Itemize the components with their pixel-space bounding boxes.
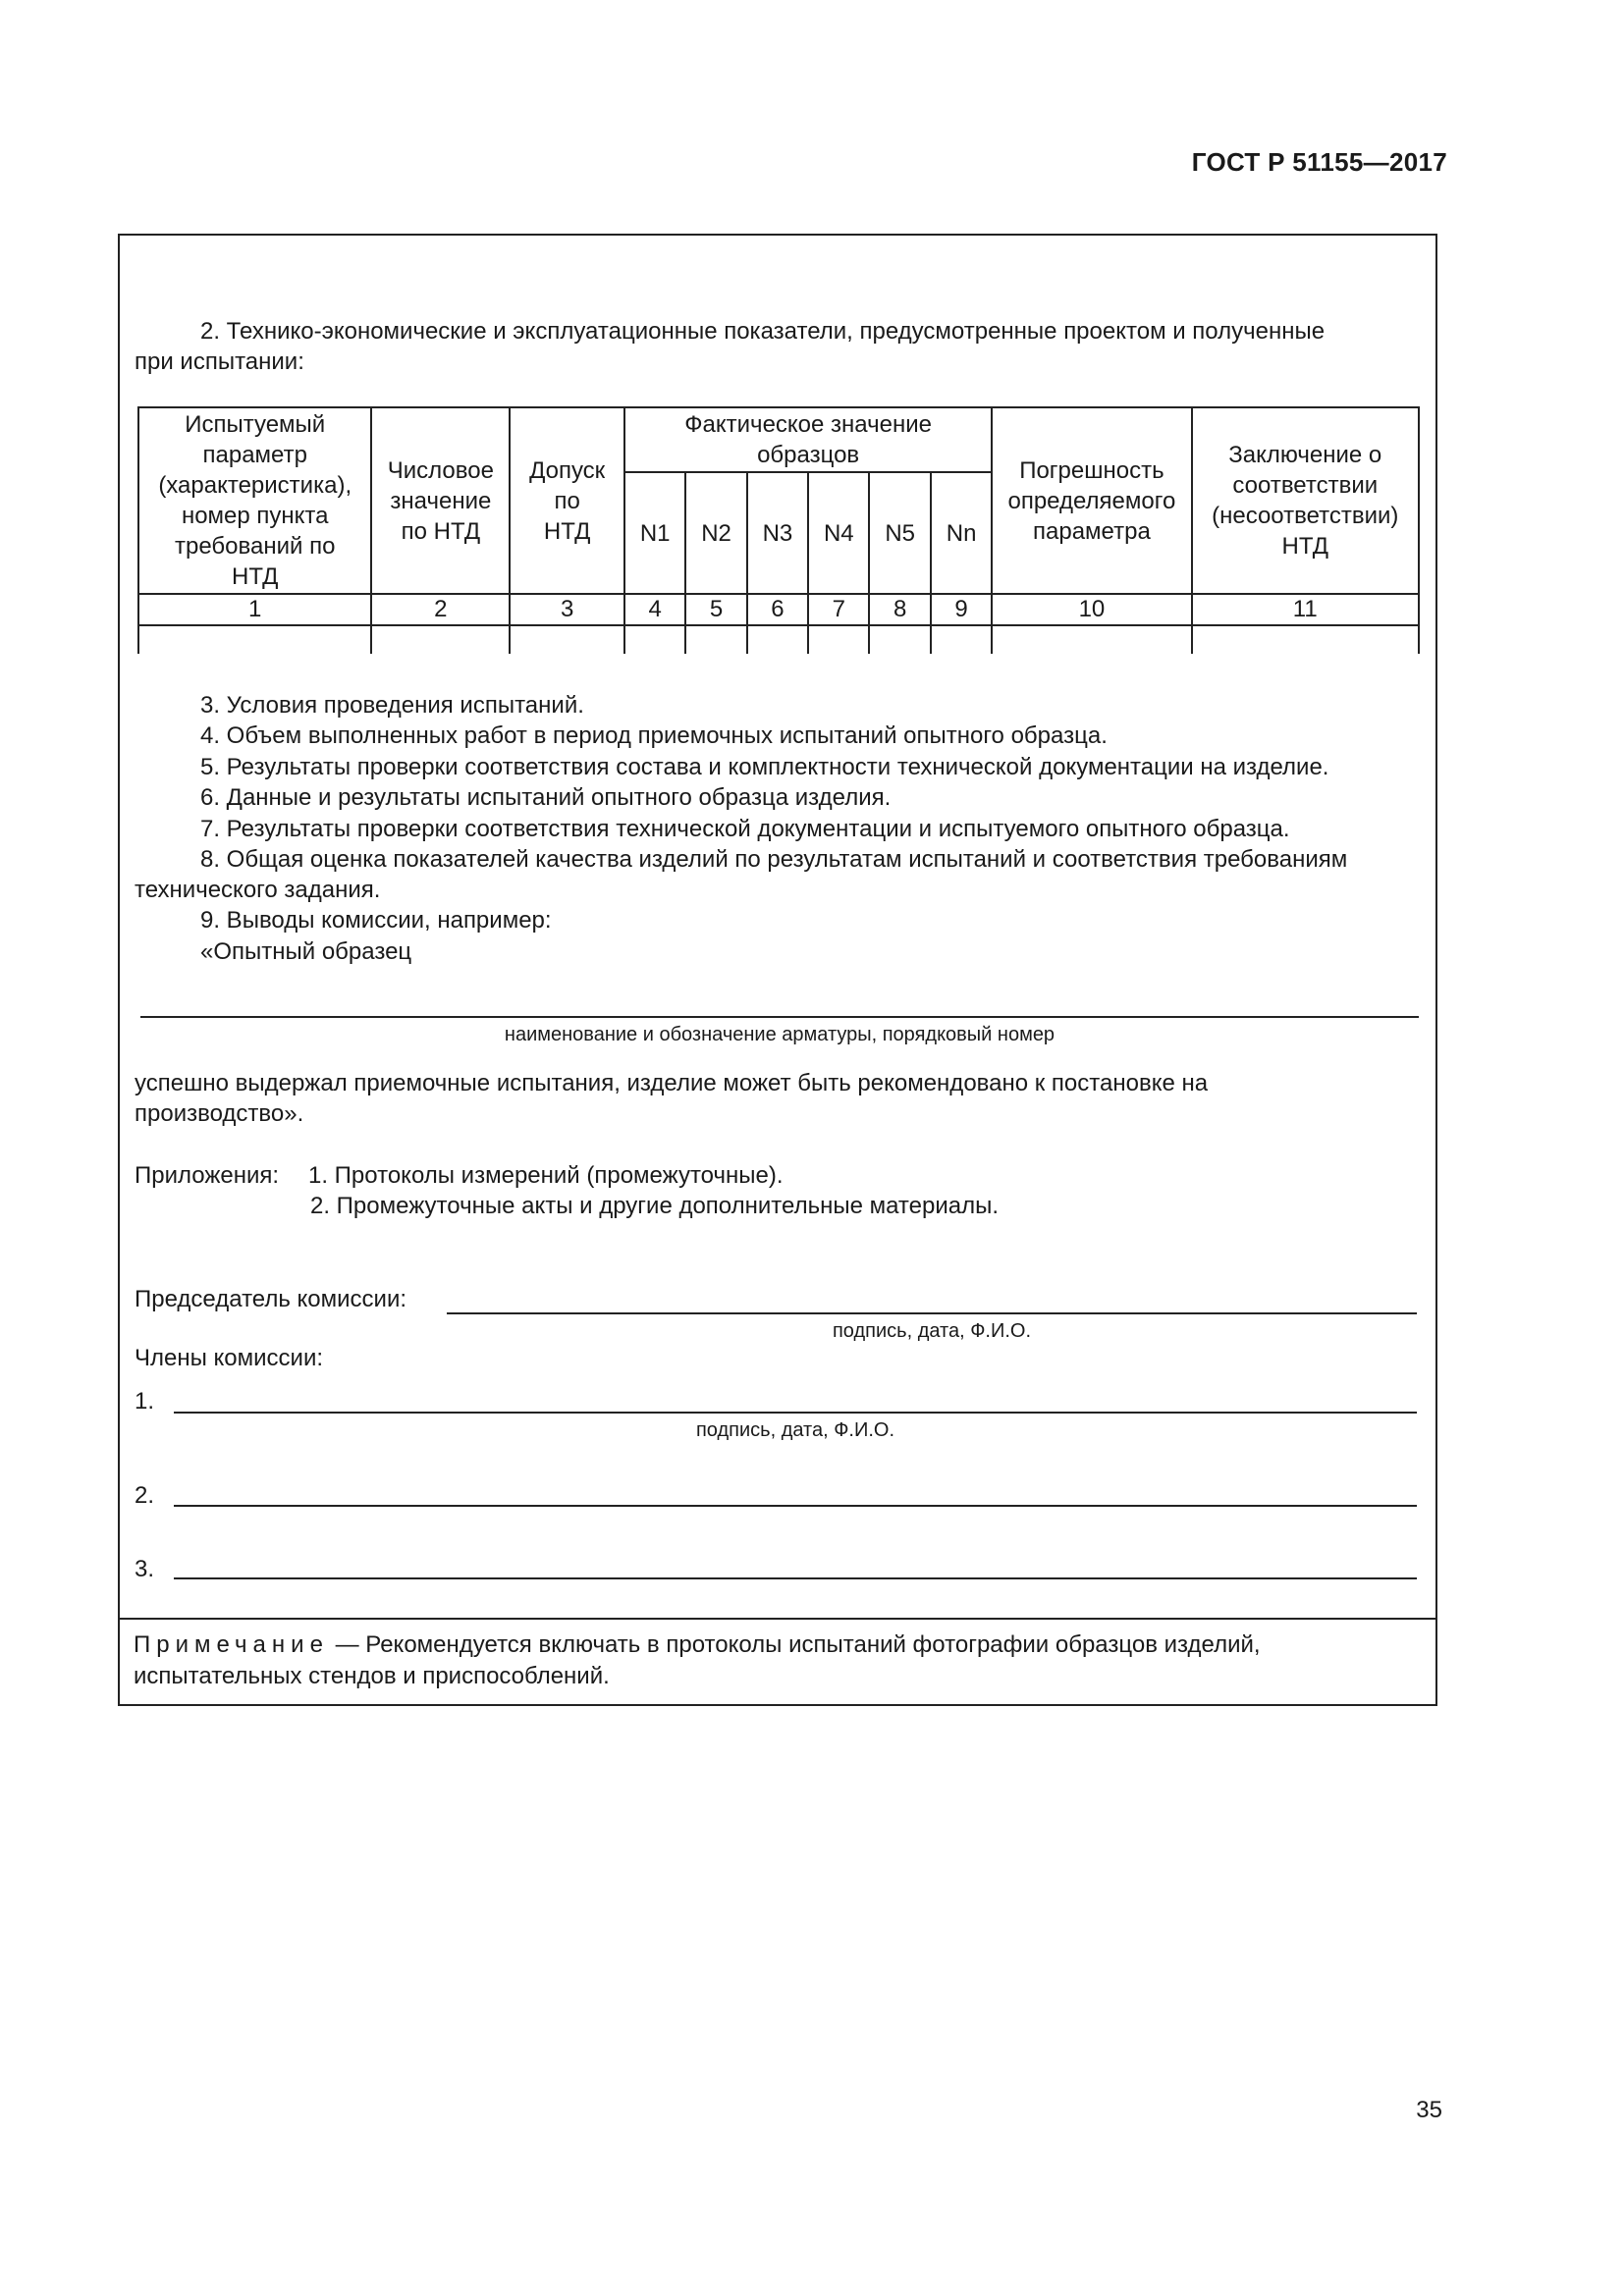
chairman-signature-line (447, 1312, 1417, 1314)
member-1-sign-caption: подпись, дата, Ф.И.О. (695, 1419, 895, 1441)
appendices-label: Приложения: (135, 1162, 280, 1189)
col-number: 9 (931, 594, 992, 625)
table-empty-cell (869, 625, 930, 654)
note-text-1: — Рекомендуется включать в протоколы испытаний фотографии образцов изделий, (328, 1631, 1261, 1658)
naming-line (140, 1016, 1419, 1018)
col-number: 4 (624, 594, 685, 625)
quote-start: «Опытный образец (200, 938, 412, 965)
header-sample-n5: N5 (869, 472, 930, 594)
col-number: 8 (869, 594, 930, 625)
col-number: 5 (685, 594, 746, 625)
header-actual-values: Фактическое значение образцов (624, 407, 992, 472)
note-box (120, 1618, 1435, 1704)
note-label: Примечание (134, 1631, 329, 1658)
item-3: 3. Условия проведения испытаний. (200, 692, 584, 719)
note-text-2: испытательных стендов и приспособлений. (134, 1663, 610, 1689)
item-8-line2: технического задания. (135, 877, 381, 903)
members-label: Члены комиссии: (135, 1345, 324, 1371)
parameters-table (137, 406, 1420, 654)
appendix-item-2: 2. Промежуточные акты и другие дополнительные материалы. (310, 1193, 1000, 1219)
member-2-signature-line (174, 1505, 1417, 1507)
chairman-label: Председатель комиссии: (135, 1286, 407, 1312)
header-sample-n1: N1 (624, 472, 685, 594)
table-empty-cell (685, 625, 746, 654)
table-empty-cell (992, 625, 1191, 654)
appendix-item-1: 1. Протоколы измерений (промежуточные). (308, 1162, 784, 1189)
col-number: 10 (992, 594, 1191, 625)
document-header: ГОСТ Р 51155—2017 (1191, 147, 1447, 177)
col-number: 11 (1192, 594, 1419, 625)
item-8-line1: 8. Общая оценка показателей качества изделий по результатам испытаний и соответствия требованиям (200, 846, 1348, 873)
header-sample-n4: N4 (808, 472, 869, 594)
header-sample-n3: N3 (747, 472, 808, 594)
table-empty-cell (747, 625, 808, 654)
header-error: Погрешность определяемого параметра (992, 407, 1191, 594)
header-tested-parameter: Испытуемый параметр (характеристика), номер пункта требований по НТД (138, 407, 371, 594)
table-empty-cell (510, 625, 624, 654)
item-7: 7. Результаты проверки соответствия технической документации и испытуемого опытного образца. (200, 816, 1290, 842)
table-empty-cell (808, 625, 869, 654)
table-empty-cell (624, 625, 685, 654)
col-number: 3 (510, 594, 624, 625)
header-conclusion: Заключение о соответствии (несоответствии) НТД (1192, 407, 1419, 594)
item-5: 5. Результаты проверки соответствия состава и комплектности технической документации на изделие. (200, 754, 1329, 780)
table-empty-cell (931, 625, 992, 654)
item-9: 9. Выводы комиссии, например: (200, 907, 552, 934)
conclusion-line2: производство». (135, 1100, 304, 1127)
col-number: 2 (371, 594, 510, 625)
page-number: 35 (1416, 2097, 1442, 2123)
section2-line2: при испытании: (135, 348, 304, 375)
header-numeric-value: Числовое значение по НТД (371, 407, 510, 594)
conclusion-line1: успешно выдержал приемочные испытания, изделие может быть рекомендовано к постановке на (135, 1070, 1209, 1096)
member-3-number: 3. (135, 1556, 155, 1582)
header-sample-n2: N2 (685, 472, 746, 594)
table-empty-cell (138, 625, 371, 654)
table-empty-cell (371, 625, 510, 654)
section2-line1: 2. Технико-экономические и эксплуатационные показатели, предусмотренные проектом и полученные (200, 318, 1326, 345)
col-number: 6 (747, 594, 808, 625)
table-empty-cell (1192, 625, 1419, 654)
member-1-number: 1. (135, 1388, 155, 1415)
col-number: 7 (808, 594, 869, 625)
member-1-signature-line (174, 1412, 1417, 1414)
col-number: 1 (138, 594, 371, 625)
member-2-number: 2. (135, 1482, 155, 1509)
member-3-signature-line (174, 1577, 1417, 1579)
item-6: 6. Данные и результаты испытаний опытного образца изделия. (200, 784, 892, 811)
item-4: 4. Объем выполненных работ в период приемочных испытаний опытного образца. (200, 722, 1108, 749)
header-tolerance: Допуск по НТД (510, 407, 624, 594)
header-sample-nn: Nn (931, 472, 992, 594)
chairman-sign-caption: подпись, дата, Ф.И.О. (832, 1320, 1032, 1342)
naming-caption: наименование и обозначение арматуры, порядковый номер (504, 1024, 1056, 1045)
